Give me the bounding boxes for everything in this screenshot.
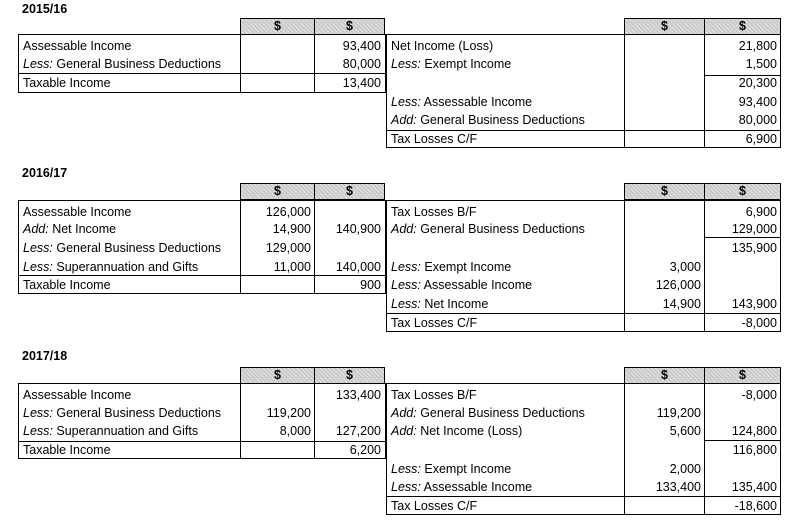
- currency-header: $: [624, 18, 705, 35]
- amount-c2: 127,200: [335, 424, 381, 438]
- amount-c2: 93,400: [738, 95, 777, 109]
- row-text: Net Income (Loss): [416, 424, 523, 438]
- amount-c1: [615, 314, 701, 332]
- amount-c2: 6,200: [349, 443, 381, 457]
- amount-c2: -18,600: [734, 499, 777, 513]
- row-text: Tax Losses B/F: [391, 205, 477, 219]
- amount-c1: 126,000: [265, 205, 311, 219]
- row-label: [391, 203, 476, 221]
- row-label: [391, 130, 477, 148]
- amount-c1: 14,900: [662, 297, 701, 311]
- row-label: [23, 404, 221, 422]
- amount-c1: 5,600: [669, 424, 701, 438]
- amount-c2: 20,300: [738, 76, 777, 90]
- amount-c1: 119,200: [656, 406, 701, 420]
- row-text: Tax Losses C/F: [391, 132, 478, 146]
- amount-c2: 13,400: [342, 76, 381, 90]
- amount-c1: [615, 386, 701, 404]
- row-label: [23, 386, 131, 404]
- row-text: Assessable Income: [420, 278, 533, 292]
- row-label: [23, 422, 198, 440]
- row-label: [23, 74, 111, 92]
- amount-c1: [615, 111, 701, 129]
- amount-c2: 116,800: [732, 443, 777, 457]
- amount-c1: 2,000: [669, 462, 701, 476]
- amount-c2: 6,900: [745, 205, 777, 219]
- row-prefix: Less:: [23, 241, 53, 255]
- amount-c2: 1,500: [745, 57, 777, 71]
- amount-c2: [295, 404, 381, 422]
- amount-c2: [295, 239, 381, 257]
- row-label: [391, 497, 477, 515]
- year-title-2017: 2017/18: [22, 349, 68, 363]
- row-label: [391, 93, 532, 111]
- row-prefix: Add:: [391, 406, 417, 420]
- row-text: Assessable Income: [23, 39, 132, 53]
- row-text: Net Income (Loss): [391, 39, 494, 53]
- currency-header: $: [624, 367, 705, 384]
- row-text: Exempt Income: [420, 462, 512, 476]
- amount-c1: [615, 74, 701, 92]
- currency-header: $: [314, 367, 385, 384]
- row-text: Exempt Income: [420, 260, 512, 274]
- amount-c2: 80,000: [738, 113, 777, 127]
- row-label: [391, 478, 532, 496]
- row-prefix: Less:: [23, 57, 53, 71]
- row-prefix: Less:: [391, 480, 421, 494]
- row-prefix: Add:: [23, 222, 49, 236]
- amount-c1: 14,900: [272, 222, 311, 236]
- row-text: General Business Deductions: [416, 113, 585, 127]
- amount-c1: [615, 441, 701, 459]
- amount-c2: 133,400: [335, 388, 381, 402]
- row-text: Tax Losses B/F: [391, 388, 477, 402]
- amount-c2: [691, 276, 777, 294]
- amount-c2: 80,000: [342, 57, 381, 71]
- amount-c1: [615, 55, 701, 73]
- amount-c2: 93,400: [342, 39, 381, 53]
- row-text: General Business Deductions: [52, 57, 222, 71]
- row-text: Tax Losses C/F: [391, 316, 478, 330]
- row-text: Assessable Income: [23, 388, 132, 402]
- row-prefix: Less:: [23, 406, 53, 420]
- row-prefix: Less:: [391, 260, 421, 274]
- amount-c2: 124,800: [731, 424, 777, 438]
- row-prefix: Less:: [391, 297, 421, 311]
- amount-c2: 135,900: [731, 241, 777, 255]
- amount-c2: 6,900: [745, 132, 777, 146]
- amount-c1: [615, 93, 701, 111]
- row-text: General Business Deductions: [416, 222, 585, 236]
- amount-c1: 126,000: [655, 278, 701, 292]
- amount-c1: [615, 37, 701, 55]
- row-text: General Business Deductions: [416, 406, 585, 420]
- row-label: [23, 258, 198, 276]
- row-prefix: Less:: [391, 462, 421, 476]
- amount-c1: 8,000: [279, 424, 311, 438]
- row-label: [391, 276, 532, 294]
- currency-header: $: [240, 183, 315, 200]
- row-text: General Business Deductions: [52, 406, 222, 420]
- amount-c1: 3,000: [669, 260, 701, 274]
- row-label: [391, 460, 511, 478]
- row-label: [391, 422, 522, 440]
- row-text: Assessable Income: [23, 205, 132, 219]
- currency-header: $: [704, 367, 781, 384]
- row-label: [23, 220, 116, 238]
- row-text: Taxable Income: [23, 76, 111, 90]
- amount-c2: 21,800: [738, 39, 777, 53]
- amount-c2: [691, 460, 777, 478]
- row-label: [391, 295, 488, 313]
- amount-c1: [615, 130, 701, 148]
- row-label: [391, 111, 585, 129]
- row-text: Taxable Income: [23, 278, 111, 292]
- row-label: [23, 55, 221, 73]
- amount-c2: 135,400: [731, 480, 777, 494]
- row-prefix: Less:: [391, 278, 421, 292]
- amount-c2: 129,000: [731, 222, 777, 236]
- amount-c2: [691, 258, 777, 276]
- row-label: [391, 220, 585, 238]
- amount-c1: 11,000: [273, 260, 311, 274]
- row-text: Net Income: [48, 222, 117, 236]
- amount-c2: 140,000: [335, 260, 381, 274]
- amount-c2: 140,900: [335, 222, 381, 236]
- row-text: Assessable Income: [420, 480, 533, 494]
- currency-header: $: [704, 18, 781, 35]
- row-label: [23, 37, 131, 55]
- amount-c1: [615, 203, 701, 221]
- amount-c1: 129,000: [265, 241, 311, 255]
- row-prefix: Less:: [391, 95, 421, 109]
- currency-header: $: [624, 183, 705, 200]
- row-label: [391, 37, 493, 55]
- amount-c2: -8,000: [741, 388, 777, 402]
- currency-header: $: [314, 18, 385, 35]
- row-label: [391, 314, 477, 332]
- amount-c1: 133,400: [655, 480, 701, 494]
- row-prefix: Less:: [23, 424, 53, 438]
- row-label: [23, 276, 111, 294]
- row-label: [391, 258, 511, 276]
- row-text: Assessable Income: [420, 95, 533, 109]
- row-text: Net Income: [420, 297, 489, 311]
- amount-c2: [691, 404, 777, 422]
- row-text: Superannuation and Gifts: [52, 260, 199, 274]
- row-label: [23, 239, 221, 257]
- amount-c2: [295, 203, 381, 221]
- row-label: [391, 404, 585, 422]
- amount-c1: [615, 220, 701, 238]
- amount-c1: [615, 497, 701, 515]
- year-title-2016: 2016/17: [22, 166, 68, 180]
- row-label: [391, 386, 476, 404]
- year-title-2015: 2015/16: [22, 2, 68, 16]
- currency-header: $: [240, 367, 315, 384]
- currency-header: $: [314, 183, 385, 200]
- row-label: [23, 203, 131, 221]
- row-text: Exempt Income: [420, 57, 512, 71]
- row-prefix: Add:: [391, 113, 417, 127]
- row-prefix: Add:: [391, 222, 417, 236]
- amount-c1: [615, 239, 701, 257]
- currency-header: $: [704, 183, 781, 200]
- amount-c2: 143,900: [731, 297, 777, 311]
- row-prefix: Add:: [391, 424, 417, 438]
- row-prefix: Less:: [23, 260, 53, 274]
- row-text: Superannuation and Gifts: [52, 424, 199, 438]
- row-label: [391, 55, 511, 73]
- amount-c2: 900: [360, 278, 381, 292]
- row-prefix: Less:: [391, 57, 421, 71]
- row-text: Taxable Income: [23, 443, 111, 457]
- row-text: Tax Losses C/F: [391, 499, 478, 513]
- amount-c1: 119,200: [266, 406, 311, 420]
- row-text: General Business Deductions: [52, 241, 222, 255]
- row-label: [23, 441, 111, 459]
- amount-c2: -8,000: [741, 316, 777, 330]
- currency-header: $: [240, 18, 315, 35]
